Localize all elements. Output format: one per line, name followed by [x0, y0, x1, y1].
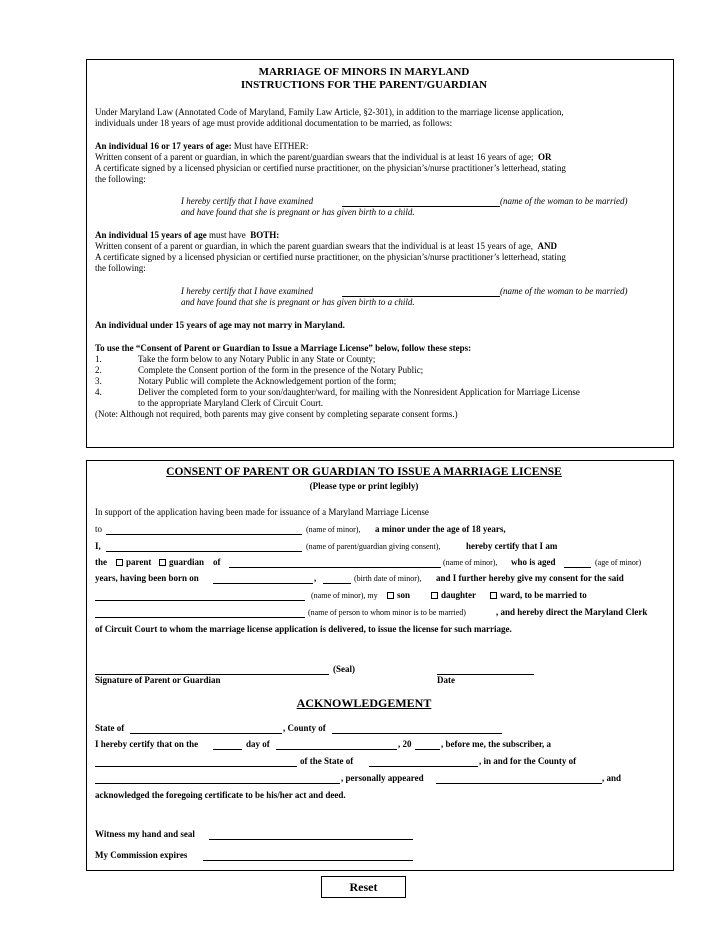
age-1617-line-1: Written consent of a parent or guardian, in which the parent/guardian swears that the individual is at least 16 years of age; OR [95, 152, 552, 162]
signature-label: Signature of Parent or Guardian [95, 675, 221, 685]
guardian-checkbox-group[interactable] [159, 557, 204, 568]
notary-title-field[interactable] [95, 756, 297, 767]
ward-checkbox-group[interactable] [490, 590, 587, 601]
age-15-line-3: the following: [95, 263, 146, 273]
minor-under-text: a minor under the age of 18 years, [375, 524, 506, 534]
son-checkbox[interactable] [387, 592, 394, 599]
age-1617-heading: An individual 16 or 17 years of age: Must have EITHER: [95, 141, 309, 151]
state-of-label: State of [95, 723, 125, 733]
certify-on-label: I hereby certify that on the [95, 739, 199, 749]
son-checkbox-label: son [397, 590, 411, 600]
to-label: to [95, 524, 103, 534]
step-num-4: 4. [95, 387, 102, 397]
state-field[interactable] [130, 723, 282, 734]
appeared-name-field[interactable] [436, 773, 602, 784]
age-field[interactable] [564, 557, 591, 568]
under-15-notice: An individual under 15 years of age may not marry in Maryland. [95, 320, 345, 330]
parent-checkbox-label: parent [126, 557, 152, 567]
birth-date-field[interactable] [213, 573, 313, 584]
ack-title: ACKNOWLEDGEMENT [296, 696, 432, 710]
step-text-3: Notary Public will complete the Acknowledgement portion of the form; [138, 376, 397, 386]
daughter-checkbox[interactable] [431, 592, 438, 599]
and-label: , and [602, 773, 622, 783]
direct-clerk-text: , and hereby direct the Maryland Clerk [496, 607, 648, 617]
date-field[interactable] [437, 664, 534, 675]
minor-name-field-3[interactable] [95, 590, 305, 601]
minor-name-field-2[interactable] [229, 557, 441, 568]
birth-date-hint: (birth date of minor), [354, 574, 422, 583]
step-text-2: Complete the Consent portion of the form in the presence of the Notary Public; [138, 365, 424, 375]
years-born-text: years, having been born on [95, 573, 199, 583]
certify-1-line-b: (name of the woman to be married) [500, 196, 628, 206]
spouse-name-field[interactable] [95, 607, 305, 618]
county-of-label: , County of [283, 723, 326, 733]
certify-2-line-a: I hereby certify that I have examined [181, 286, 314, 296]
witness-field[interactable] [209, 829, 413, 840]
month-field[interactable] [276, 739, 397, 750]
minor-name-hint-2: (name of minor), [443, 558, 498, 567]
commission-label: My Commission expires [95, 850, 188, 860]
spouse-name-hint: (name of person to whom minor is to be married) [308, 608, 466, 617]
commission-field[interactable] [203, 850, 413, 861]
parent-checkbox-group[interactable] [116, 557, 151, 568]
who-is-aged-text: who is aged [511, 557, 556, 567]
birth-year-field[interactable] [323, 573, 351, 584]
date-label: Date [437, 675, 455, 685]
parent-name-field[interactable] [106, 541, 302, 552]
instructions-subtitle: INSTRUCTIONS FOR THE PARENT/GUARDIAN [240, 79, 488, 91]
before-me-label: , before me, the subscriber, a [441, 739, 551, 749]
birth-comma: , [314, 573, 317, 583]
of-state-label: of the State of [300, 756, 354, 766]
further-consent-text: and I further hereby give my consent for the said [436, 573, 624, 583]
parent-checkbox[interactable] [116, 559, 123, 566]
certify-1-line-a: I hereby certify that I have examined [181, 196, 314, 206]
notary-county-field[interactable] [95, 773, 340, 784]
step-text-1: Take the form below to any Notary Public in any State or County; [138, 354, 376, 364]
county-field[interactable] [332, 723, 502, 734]
instructions-title: MARRIAGE OF MINORS IN MARYLAND [258, 66, 470, 78]
intro-line-1: Under Maryland Law (Annotated Code of Maryland, Family Law Article, §2-301), in addition to the marriage license application, [95, 107, 564, 117]
consent-title: CONSENT OF PARENT OR GUARDIAN TO ISSUE A MARRIAGE LICENSE [166, 466, 562, 478]
step-num-3: 3. [95, 376, 102, 386]
reset-button[interactable]: Reset [321, 876, 406, 898]
day-of-label: day of [246, 739, 270, 749]
minor-name-hint-3: (name of minor), my [311, 591, 378, 600]
parent-name-hint: (name of parent/guardian giving consent), [306, 542, 441, 551]
year-prefix: , 20 [398, 739, 412, 749]
signature-field[interactable] [95, 664, 329, 675]
witness-label: Witness my hand and seal [95, 829, 195, 839]
age-1617-line-2: A certificate signed by a licensed physician or certified nurse practitioner, on the physician’s/nurse practitioner’s letterhead, stating [95, 163, 566, 173]
consent-subtitle: (Please type or print legibly) [309, 481, 419, 491]
age-1617-line-3: the following: [95, 174, 146, 184]
step-num-2: 2. [95, 365, 102, 375]
ward-checkbox-label: ward, to be married to [500, 590, 587, 600]
minor-name-field[interactable] [106, 524, 302, 535]
woman-name-field-2[interactable] [342, 286, 500, 297]
acknowledged-text: acknowledged the foregoing certificate to be his/her act and deed. [95, 790, 346, 800]
daughter-checkbox-label: daughter [441, 590, 477, 600]
year-field[interactable] [415, 739, 440, 750]
age-hint: (age of minor) [595, 558, 642, 567]
minor-name-hint: (name of minor), [306, 525, 361, 534]
support-text: In support of the application having been made for issuance of a Maryland Marriage License [95, 507, 429, 517]
hereby-certify-text: hereby certify that I am [466, 541, 558, 551]
step-4-continued: to the appropriate Maryland Clerk of Circuit Court. [138, 398, 323, 408]
in-county-label: , in and for the County of [479, 756, 577, 766]
step-text-4: Deliver the completed form to your son/daughter/ward, for mailing with the Nonresident Application for Marriage License [138, 387, 580, 397]
certify-2-line-c: and have found that she is pregnant or has given birth to a child. [181, 297, 415, 307]
certify-1-line-c: and have found that she is pregnant or has given birth to a child. [181, 207, 415, 217]
son-checkbox-group[interactable] [387, 590, 410, 601]
age-15-line-2: A certificate signed by a licensed physician or certified nurse practitioner, on the physician’s/nurse practitioner’s letterhead, stating [95, 252, 566, 262]
circuit-court-text: of Circuit Court to whom the marriage license application is delivered, to issue the license for such marriage. [95, 624, 512, 634]
seal-label: (Seal) [333, 664, 355, 674]
daughter-checkbox-group[interactable] [431, 590, 476, 601]
woman-name-field-1[interactable] [342, 196, 500, 207]
guardian-checkbox[interactable] [159, 559, 166, 566]
age-15-heading: An individual 15 years of age must have BOTH: [95, 230, 280, 240]
day-field[interactable] [213, 739, 242, 750]
ward-checkbox[interactable] [490, 592, 497, 599]
steps-heading: To use the “Consent of Parent or Guardian to Issue a Marriage License” below, follow these steps: [95, 343, 472, 353]
note: (Note: Although not required, both parents may give consent by completing separate consent forms.) [95, 409, 458, 419]
personally-label: , personally appeared [341, 773, 424, 783]
intro-line-2: individuals under 18 years of age must provide additional documentation to be married, as follows: [95, 118, 453, 128]
notary-state-field[interactable] [369, 756, 478, 767]
age-15-line-1: Written consent of a parent or guardian, in which the parent guardian swears that the individual is at least 15 years of age, AND [95, 241, 557, 251]
of-label: of [213, 557, 221, 567]
the-label: the [95, 557, 107, 567]
step-num-1: 1. [95, 354, 102, 364]
certify-2-line-b: (name of the woman to be married) [500, 286, 628, 296]
i-label: I, [95, 541, 101, 551]
guardian-checkbox-label: guardian [169, 557, 205, 567]
